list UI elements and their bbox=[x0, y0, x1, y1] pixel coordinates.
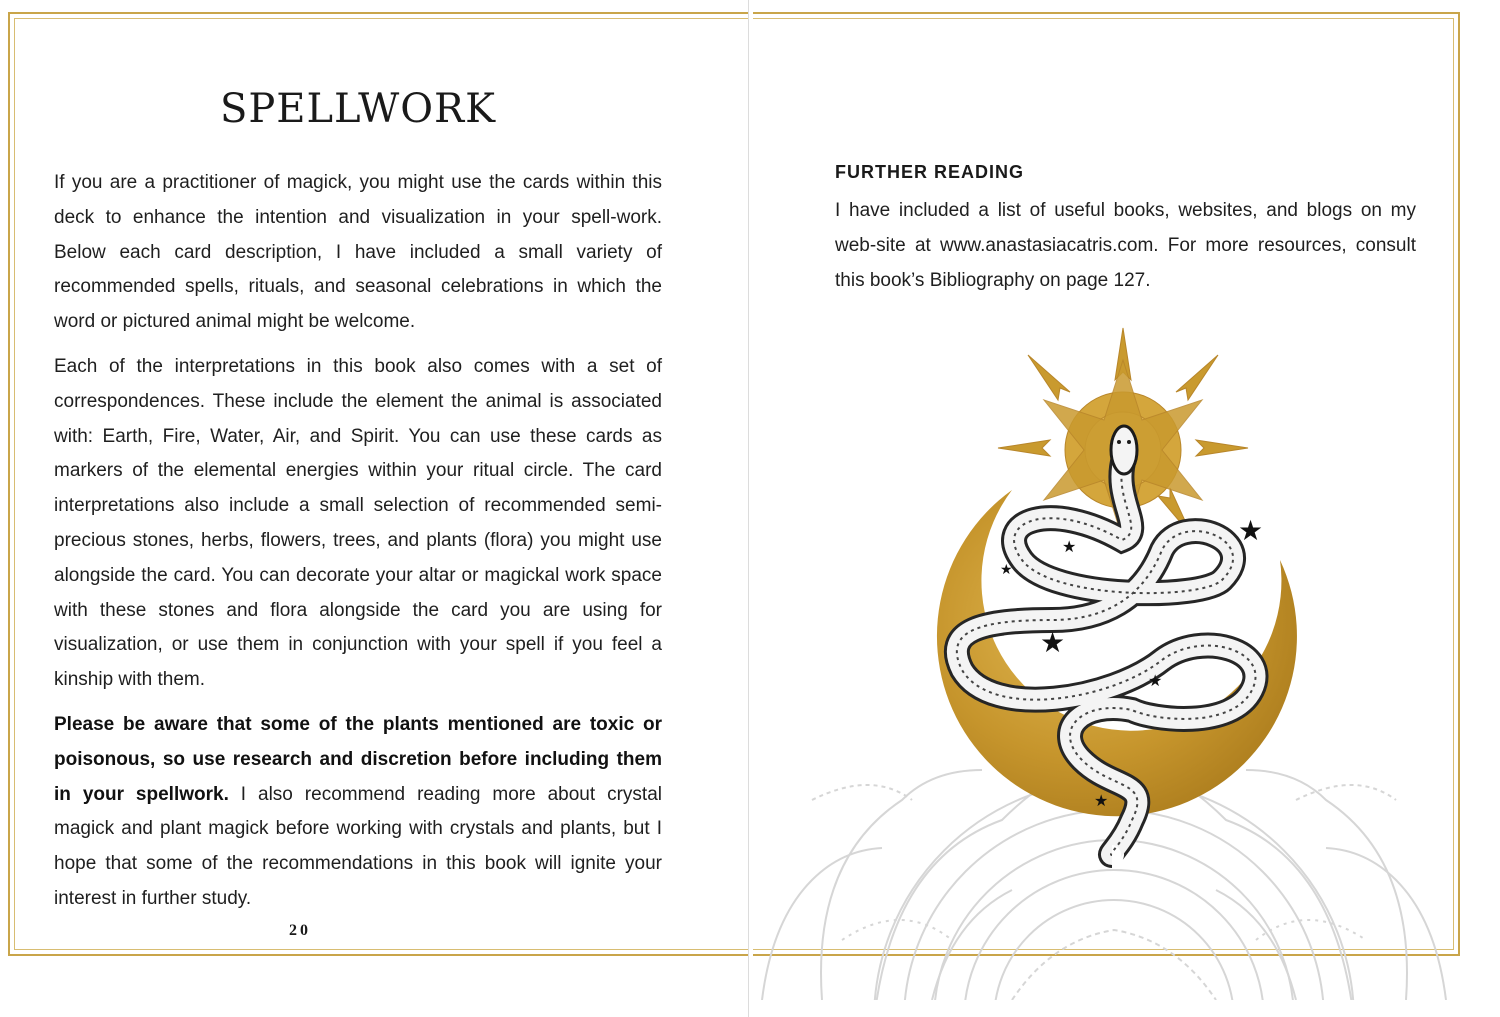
paragraph-warning bbox=[54, 708, 662, 917]
snake-moon-mandala-illustration bbox=[752, 300, 1456, 1000]
svg-text:★: ★ bbox=[1000, 562, 1013, 578]
svg-text:★: ★ bbox=[1148, 671, 1163, 690]
svg-text:★: ★ bbox=[1238, 514, 1264, 547]
page-gutter bbox=[748, 0, 753, 1017]
further-reading-paragraph: I have included a list of useful books, websites, and blogs on my web-site at www.anastasiacatris.com. For more resources, consult this book’s Bibliography on page 127. bbox=[835, 200, 1416, 291]
svg-text:★: ★ bbox=[1062, 537, 1077, 556]
warning-bold-text: Please be aware that some of the plants mentioned are toxic or poisonous, so use research and discretion before including them in your spellwork. bbox=[54, 713, 662, 805]
further-reading-heading: FURTHER READING bbox=[835, 162, 1024, 182]
svg-text:★: ★ bbox=[1040, 626, 1066, 659]
warning-rest-text: I also recommend reading more about crystal magick and plant magick before working with crystals and plants, but I hope that some of the recommendations in this book will ignite your interest in further study. bbox=[54, 783, 662, 909]
svg-text:★: ★ bbox=[1094, 791, 1109, 810]
right-page bbox=[835, 156, 1416, 298]
page-title: SPELLWORK bbox=[219, 86, 497, 132]
left-page bbox=[54, 80, 662, 927]
paragraph-correspondences: Each of the interpretations in this book also comes with a set of correspondences. These include the element the animal is associated with: Earth, Fire, Water, Air, and Spirit. You can use these cards as markers of the elemental energies within your ritual circle. The card interpretations also include a small selection of recommended semi-precious stones, herbs, flowers, trees, and plants (flora) you might use alongside the card. You can decorate your altar or magickal work space with these stones and flora alongside the card you are using for visualization, or use them in conjunction with your spell if you feel a kinship with them. bbox=[54, 355, 662, 691]
page-number: 20 bbox=[289, 922, 311, 939]
paragraph-intro: If you are a practitioner of magick, you might use the cards within this deck to enhance the intention and visualization in your spell-work. Below each card description, I have included a small variety of recommended spells, rituals, and seasonal celebrations in which the word or pictured animal might be welcome. bbox=[54, 172, 662, 333]
